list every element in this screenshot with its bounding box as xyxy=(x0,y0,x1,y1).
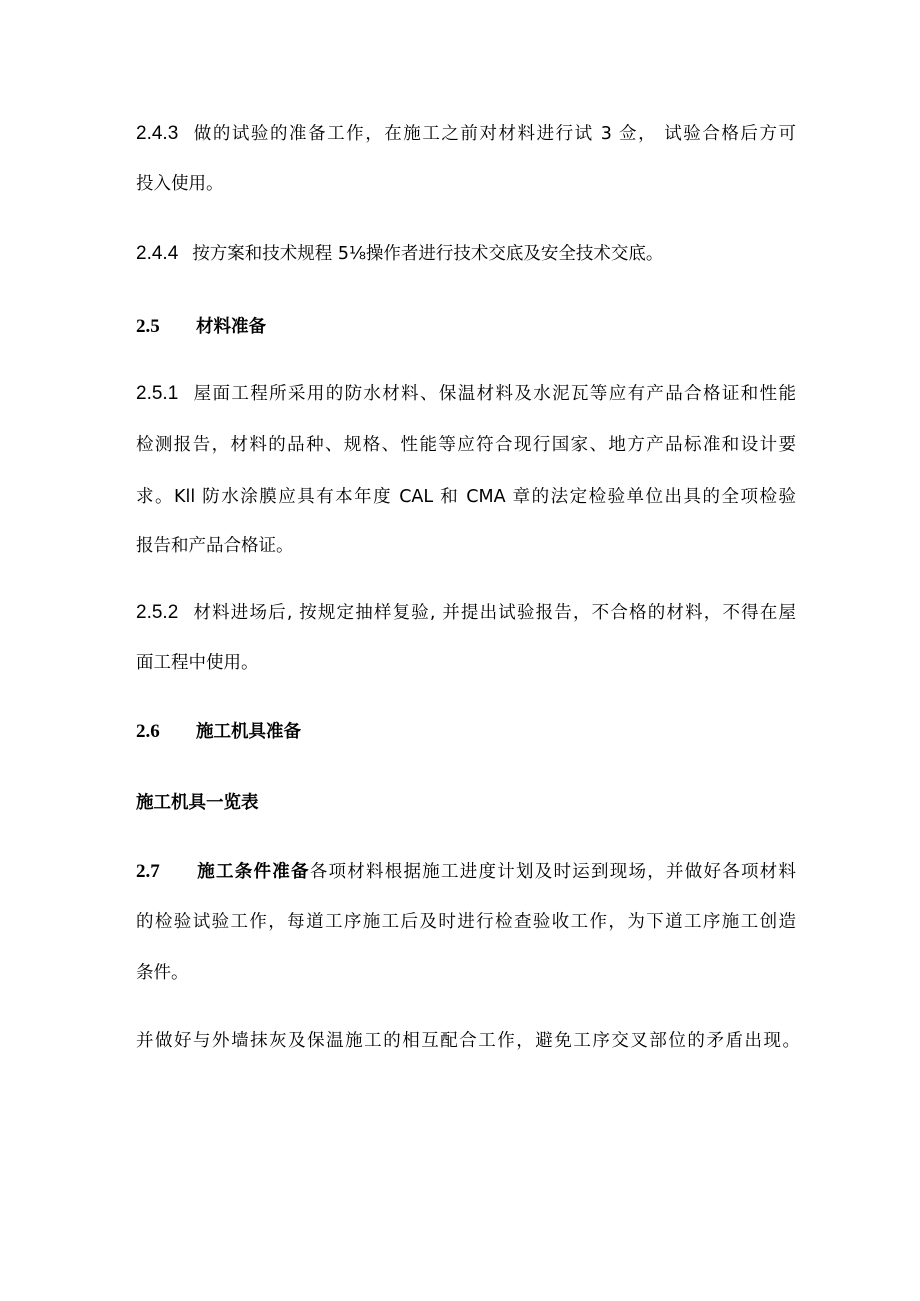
paragraph-2-5-1-line-2: 检测报告，材料的品种、规格、性能等应符合现行国家、地方产品标准和设计要 xyxy=(136,435,796,455)
heading-title: 施工条件准备 xyxy=(196,862,310,882)
paragraph-2-5-1-line-4: 报告和产品合格证。 xyxy=(136,536,294,556)
paragraph-2-5-1-line-3: 求。Kll 防水涂膜应具有本年度 CAL 和 CMA 章的法定检验单位出具的全项检验 xyxy=(136,487,796,507)
heading-number: 2.7 xyxy=(136,861,160,882)
paragraph-text: 屋面工程所采用的防水材料、保温材料及水泥瓦等应有产品合格证和性能 xyxy=(192,384,796,404)
table-title: 施工机具一览表 xyxy=(136,793,259,813)
heading-2-6 xyxy=(136,719,796,745)
heading-title: 施工机具准备 xyxy=(196,722,301,742)
paragraph-2-7-line-2: 的检验试验工作，每道工序施工后及时进行检查验收工作，为下道工序施工创造 xyxy=(136,912,796,932)
paragraph-2-5-1-line-1 xyxy=(136,381,796,407)
paragraph-text: 按方案和技术规程 5⅛操作者进行技术交底及安全技术交底。 xyxy=(192,244,664,264)
paragraph-2-4-4 xyxy=(136,241,796,267)
paragraph-text: 做的试验的准备工作，在施工之前对材料进行试 3 佥， 试验合格后方可 xyxy=(192,124,796,144)
section-number: 2.5.1 xyxy=(136,383,179,404)
final-paragraph: 并做好与外墙抹灰及保温施工的相互配合工作，避免工序交叉部位的矛盾出现。 xyxy=(136,1031,800,1051)
paragraph-2-5-2-line-2: 面工程中使用。 xyxy=(136,653,259,673)
section-number: 2.4.4 xyxy=(136,243,179,264)
heading-number: 2.6 xyxy=(136,721,160,742)
heading-2-5 xyxy=(136,314,796,340)
section-number: 2.4.3 xyxy=(136,123,179,144)
section-number: 2.5.2 xyxy=(136,602,179,623)
paragraph-2-5-2-line-1 xyxy=(136,600,796,626)
paragraph-text: 材料进场后, 按规定抽样复验, 并提出试验报告，不合格的材料，不得在屋 xyxy=(192,603,796,623)
paragraph-2-4-3-line-2: 投入使用。 xyxy=(136,174,224,194)
paragraph-2-4-3-line-1 xyxy=(136,121,796,147)
paragraph-2-7-line-3: 条件。 xyxy=(136,963,189,983)
paragraph-2-7-line-1 xyxy=(136,859,796,885)
heading-title: 材料准备 xyxy=(196,317,266,337)
paragraph-text: 各项材料根据施工进度计划及时运到现场，并做好各项材料 xyxy=(309,862,796,882)
heading-number: 2.5 xyxy=(136,316,160,337)
